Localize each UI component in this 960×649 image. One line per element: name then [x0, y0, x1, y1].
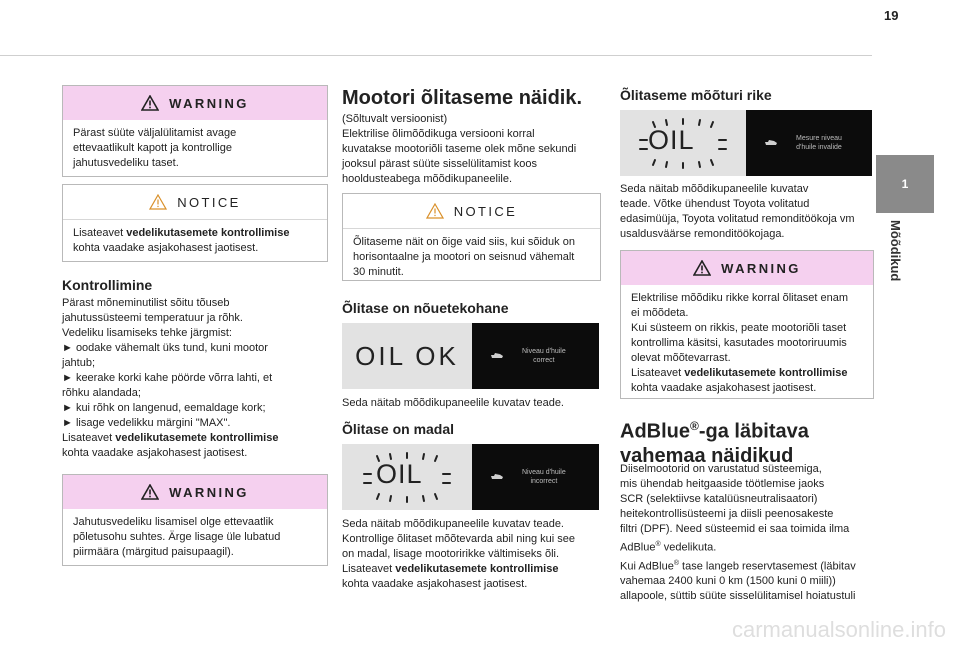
- warning-triangle-icon: [693, 260, 711, 276]
- oil-fault-display-image: [620, 110, 872, 176]
- oil-low-display-image: [342, 444, 599, 510]
- oil-ok-message: Niveau d'huile correct: [522, 348, 566, 364]
- heading-kontrollimine: Kontrollimine: [62, 277, 153, 293]
- heading-oil-ok: Õlitase on nõuetekohane: [342, 300, 509, 316]
- oil-fault-display-text: OIL: [648, 125, 695, 155]
- heading-adblue: AdBlue®-ga läbitava vahemaa näidikud: [620, 419, 809, 467]
- notice-title: NOTICE: [453, 203, 518, 219]
- notice-box-fluid-check: [62, 184, 328, 262]
- chapter-tab[interactable]: 1: [876, 155, 934, 213]
- oil-can-icon: [764, 138, 778, 148]
- oil-fault-message: Mesure niveau d'huile invalide: [796, 135, 842, 151]
- kontrollimine-text: Pärast mõneminutilist sõitu tõuseb jahutussüsteemi temperatuur ja rõhk. Vedeliku lisamiseks tehke järgmist: ► oodake vähemalt üks tund, kuni mootor jahtub; ► keerake korki kahe pöörde võrra lahti, et rõhku alandada; ► kui rõhk on langenud, eemaldage kork; ► lisage vedelikku märgini "MAX". Lisateavet vedelikutasemete kontrollimise kohta vaadake asjakohasest jaotisest.: [62, 297, 279, 459]
- warning-box-burn-risk: [62, 474, 328, 566]
- warning-text: Pärast süüte väljalülitamist avage ettevaatlikult kapott ja kontrollige jahutusvedeliku taset.: [73, 127, 237, 169]
- oil-indicator-intro: (Sõltuvalt versioonist) Elektrilise õlimõõdikuga versiooni korral kuvatakse mootoriõli taseme olek mõne sekundi jooksul pärast süüte sisselülitamist koos hooldusteabega mõõdikupaneelile.: [342, 113, 577, 185]
- notice-text: Lisateavet vedelikutasemete kontrollimise kohta vaadake asjakohasest jaotisest.: [73, 227, 290, 254]
- warning-text: Elektrilise mõõdiku rikke korral õlitaset enam ei mõõdeta. Kui süsteem on rikkis, peate mootoriõli taset kontrollima käsitsi, kasutades mootoriruumis olevat mõõtevarrast. Lisateavet vedelikutasemete kontrollimise kohta vaadake asjakohasest jaotisest.: [631, 292, 849, 394]
- oil-ok-display-text: OIL OK: [355, 340, 459, 371]
- warning-triangle-icon: [141, 484, 159, 500]
- oil-can-icon: [490, 472, 504, 482]
- oil-low-message: Niveau d'huile incorrect: [522, 469, 566, 485]
- notice-text: Õlitaseme näit on õige vaid siis, kui sõiduk on horisontaalne ja mootori on seisnud vähemalt 30 minutit.: [353, 236, 575, 278]
- notice-box-oil-reading: [342, 193, 601, 281]
- oil-low-text: Seda näitab mõõdikupaneelile kuvatav teade. Kontrollige õlitaset mõõtevarda abil ning kui see on madal, lisage mootoririkke vältimiseks õli. Lisateavet vedelikutasemete kontrollimise kohta vaadake asjakohasest jaotisest.: [342, 518, 575, 590]
- top-divider: [0, 55, 872, 56]
- heading-oil-low: Õlitase on madal: [342, 421, 455, 437]
- warning-text: Jahutusvedeliku lisamisel olge ettevaatlik põletusohu suhtes. Ärge lisage üle lubatud piirmäära (märgitud paisupaagil).: [73, 516, 281, 558]
- warning-title: WARNING: [169, 95, 249, 111]
- adblue-text: Diiselmootorid on varustatud süsteemiga, mis ühendab heitgaaside töötlemise jaoks SCR (selektiivse katalüüsneutralisaatori) heitekontrollisüsteemi ja diisli peenosakeste filtri (DPF). Need süsteemid ei saa toimida ilma AdBlue® vedelikuta. Kui AdBlue® tase langeb reservtasemest (läbitav vahemaa 2400 kuni 0 km (1500 kuni 0 miili)) allapoole, süttib süüte sisselülitamisel hoiatustuli: [620, 463, 856, 603]
- page-number: 19: [884, 8, 899, 23]
- watermark: carmanualsonline.info: [731, 617, 946, 642]
- chapter-title: Mõõdikud: [888, 220, 903, 282]
- warning-box-coolant-hot: [62, 85, 328, 177]
- oil-fault-text: Seda näitab mõõdikupaneelile kuvatav teade. Võtke ühendust Toyota volitatud edasimüüja, Toyota volitatud remonditöökoja vm usaldusväärse remonditöökojaga.: [620, 183, 855, 240]
- heading-oil-gauge-fault: Õlitaseme mõõturi rike: [620, 87, 772, 103]
- notice-title: NOTICE: [177, 194, 241, 210]
- warning-triangle-icon: [141, 95, 159, 111]
- warning-title: WARNING: [721, 260, 801, 276]
- oil-ok-caption: Seda näitab mõõdikupaneelile kuvatav teade.: [342, 397, 564, 409]
- heading-oil-level-indicator: Mootori õlitaseme näidik.: [342, 87, 583, 109]
- oil-ok-display-image: [342, 323, 599, 389]
- oil-can-icon: [490, 351, 504, 361]
- oil-low-display-text: OIL: [376, 459, 423, 489]
- warning-title: WARNING: [169, 484, 249, 500]
- warning-box-gauge-fault: [620, 250, 874, 399]
- notice-triangle-icon: [149, 194, 167, 210]
- notice-triangle-icon: [426, 203, 444, 219]
